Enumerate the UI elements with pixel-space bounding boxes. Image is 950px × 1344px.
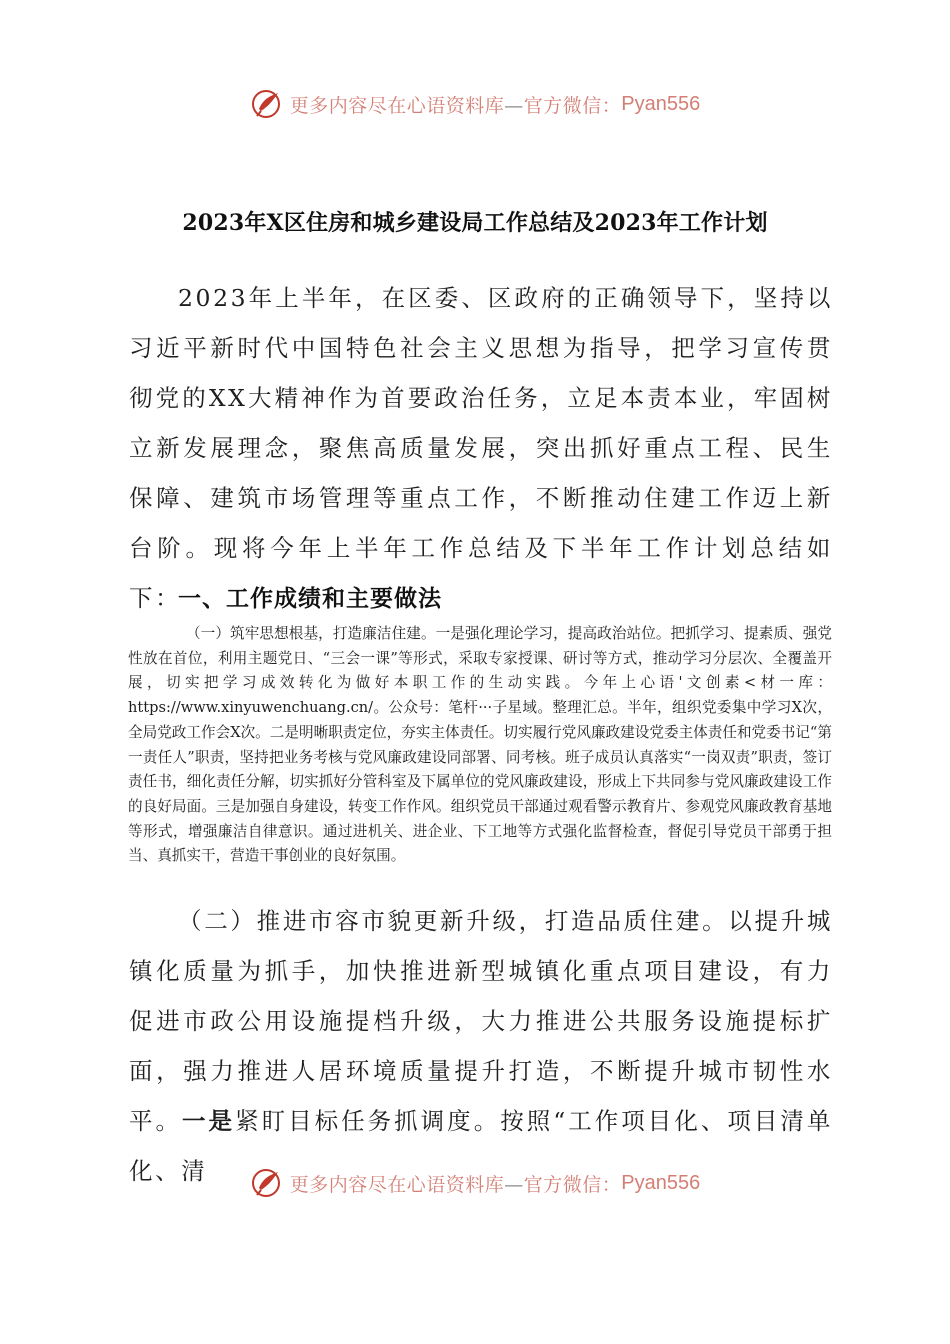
header-watermark <box>0 84 950 124</box>
intro-paragraph: 2023年上半年，在区委、区政府的正确领导下，坚持以习近平新时代中国特色社会主义思想为指导，把学习宣传贯彻党的XX大精神作为首要政治任务，立足本责本业，牢固树立新发展理念，聚焦高质量发展，突出抓好重点工程、民生保障、建筑市场管理等重点工作，不断推动住建工作迈上新台阶。现将今年上半年工作总结及下半年工作计划总结如下： <box>129 284 833 612</box>
watermark-wechat-id: Pyan556 <box>621 1171 701 1194</box>
section-heading: 一、工作成绩和主要做法 <box>178 586 442 612</box>
pen-logo-icon <box>250 1166 284 1200</box>
section2-paragraph: （二）推进市容市貌更新升级，打造品质住建。以提升城镇化质量为抓手，加快推进新型城镇化重点项目建设，有力促进市政公用设施提档升级，大力推进公共服务设施提标扩面，强力推进人居环境质量提升打造，不断提升城市韧性水平。一是紧盯目标任务抓调度。按照“工作项目化、项目清单化、清 <box>129 907 833 1185</box>
document-title: 2023年X区住房和城乡建设局工作总结及2023年工作计划 <box>182 210 768 236</box>
section1-paragraph: （一）筑牢思想根基，打造廉洁住建。一是强化理论学习，提高政治站位。把抓学习、提素质、强党性放在首位，利用主题党日、“三会一课”等形式，采取专家授课、研讨等方式，推动学习分层次、全覆盖开展，切实把学习成效转化为做好本职工作的生动实践。今年上心语'文创素<材一库：https://www.xinyuwenchuang.cn/。公众号：笔杆···子星域。整理汇总。半年，组织党委集中学习X次，全局党政工作会X次。二是明晰职责定位，夯实主体责任。切实履行党风廉政建设党委主体责任和党委书记“第一责任人”职责，坚持把业务考核与党风廉政建设同部署、同考核。班子成员认真落实“一岗双责”职责，签订责任书，细化责任分解，切实抓好分管科室及下属单位的党风廉政建设，形成上下共同参与党风廉政建设工作的良好局面。三是加强自身建设，转变工作作风。组织党员干部通过观看警示教育片、参观党风廉政教育基地等形式，增强廉洁自律意识。通过进机关、进企业、下工地等方式强化监督检查，督促引导党员干部勇于担当、真抓实干，营造干事创业的良好氛围。 <box>128 625 832 865</box>
footer-watermark <box>0 1163 950 1203</box>
watermark-wechat-id: Pyan556 <box>621 92 701 115</box>
emphasis-text: 一是 <box>182 1107 236 1135</box>
watermark-text: 更多内容尽在心语资料库—官方微信： <box>289 94 622 117</box>
pen-logo-icon <box>250 87 284 121</box>
watermark-text: 更多内容尽在心语资料库—官方微信： <box>289 1173 622 1196</box>
